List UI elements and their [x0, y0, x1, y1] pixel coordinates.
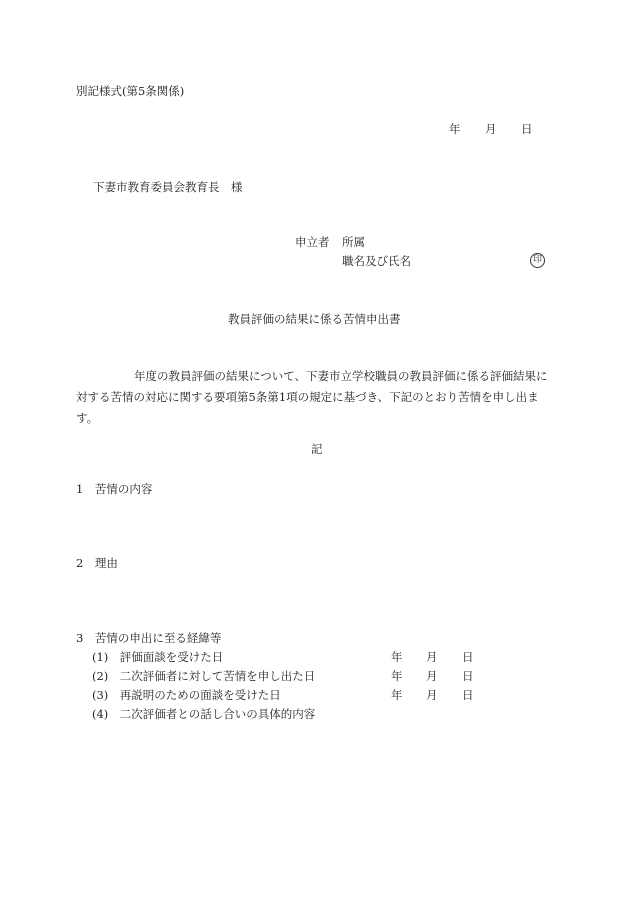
history-item-month: 月: [426, 669, 438, 683]
history-item-label: (2) 二次評価者に対して苦情を申し出た日: [92, 669, 316, 683]
history-item-label: (4) 二次評価者との話し合いの具体的内容: [92, 707, 316, 721]
history-item-label: (1) 評価面談を受けた日: [92, 650, 224, 664]
document-title: 教員評価の結果に係る苦情申出書: [228, 312, 401, 326]
section-1-heading: 1 苦情の内容: [76, 482, 153, 496]
history-item-year: 年: [391, 669, 403, 683]
history-item-month: 月: [426, 688, 438, 702]
history-item-month: 月: [426, 650, 438, 664]
date-year: 年: [449, 122, 461, 136]
history-item-day: 日: [462, 669, 474, 683]
date-month: 月: [485, 122, 497, 136]
applicant-position-name: 職名及び氏名: [342, 254, 411, 268]
ki-heading: 記: [311, 442, 323, 456]
applicant-title: 申立者: [295, 235, 330, 249]
body-paragraph: [76, 366, 558, 429]
history-item-day: 日: [462, 650, 474, 664]
history-item-day: 日: [462, 688, 474, 702]
body-text: 年度の教員評価の結果について、下妻市立学校職員の教員評価に係る評価結果に対する苦情の対応に関する要項第5条第1項の規定に基づき、下記のとおり苦情を申し出ます。: [76, 369, 548, 425]
date-day: 日: [521, 122, 533, 136]
section-2-heading: 2 理由: [76, 556, 118, 570]
history-item-label: (3) 再説明のための面談を受けた日: [92, 688, 281, 702]
history-item-year: 年: [391, 650, 403, 664]
addressee: 下妻市教育委員会教育長 様: [93, 180, 243, 194]
seal-icon: 印: [530, 253, 545, 268]
applicant-affiliation: 所属: [342, 235, 365, 249]
section-3-heading: 3 苦情の申出に至る経緯等: [76, 631, 222, 645]
form-label: 別記様式(第5条関係): [76, 84, 185, 98]
history-item-year: 年: [391, 688, 403, 702]
